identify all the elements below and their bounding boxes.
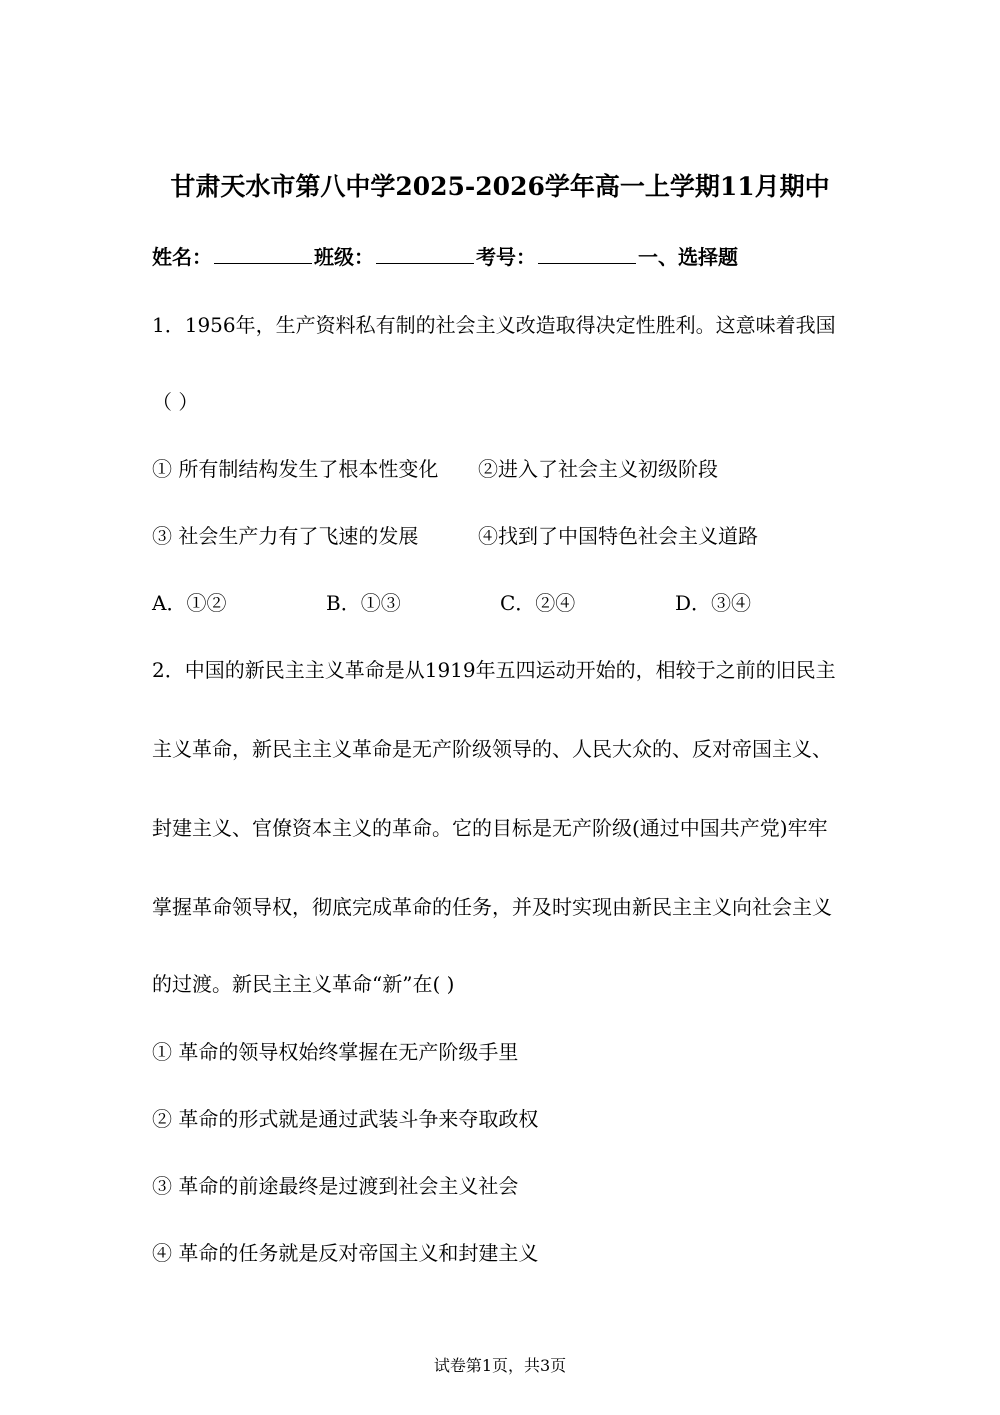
q2-item-2: ② 革命的形式就是通过武装斗争来夺取政权: [152, 1107, 539, 1131]
exam-no-label: 考号：: [476, 245, 536, 269]
exam-no-blank[interactable]: [538, 245, 636, 264]
q1-option-c[interactable]: C．②④: [500, 591, 576, 615]
class-blank[interactable]: [376, 245, 474, 264]
page-title: 甘肃天水市第八中学2025-2026学年高一上学期11月期中: [170, 172, 830, 201]
q2-stem-line2: 主义革命，新民主主义革命是无产阶级领导的、人民大众的、反对帝国主义、: [152, 737, 832, 761]
q2-stem-line4: 掌握革命领导权，彻底完成革命的任务，并及时实现由新民主主义向社会主义: [152, 895, 832, 919]
class-label: 班级：: [314, 245, 374, 269]
q1-option-b[interactable]: B．①③: [326, 591, 401, 615]
q1-item-1: ① 所有制结构发生了根本性变化: [152, 457, 439, 481]
section-heading: 一、选择题: [638, 245, 738, 269]
page-footer: 试卷第1页，共3页: [433, 1356, 567, 1375]
q1-item-3: ③ 社会生产力有了飞速的发展: [152, 524, 419, 548]
q1-item-2: ②进入了社会主义初级阶段: [478, 457, 718, 481]
q2-item-1: ① 革命的领导权始终掌握在无产阶级手里: [152, 1040, 519, 1064]
student-info-line: [152, 245, 738, 269]
q1-stem-line2: （ ）: [152, 390, 199, 414]
q1-stem-line1: 1．1956年，生产资料私有制的社会主义改造取得决定性胜利。这意味着我国: [152, 313, 836, 337]
q2-stem-line3: 封建主义、官僚资本主义的革命。它的目标是无产阶级(通过中国共产党)牢牢: [152, 816, 828, 840]
name-label: 姓名：: [152, 245, 212, 269]
q1-item-4: ④找到了中国特色社会主义道路: [478, 524, 758, 548]
name-blank[interactable]: [214, 245, 312, 264]
q2-item-4: ④ 革命的任务就是反对帝国主义和封建主义: [152, 1241, 539, 1265]
q1-option-a[interactable]: A．①②: [152, 591, 227, 615]
q2-stem-line1: 2．中国的新民主主义革命是从1919年五四运动开始的，相较于之前的旧民主: [152, 658, 836, 682]
q2-stem-line5: 的过渡。新民主主义革命“新”在( ): [152, 972, 455, 996]
q2-item-3: ③ 革命的前途最终是过渡到社会主义社会: [152, 1174, 519, 1198]
q1-option-d[interactable]: D．③④: [675, 591, 752, 615]
